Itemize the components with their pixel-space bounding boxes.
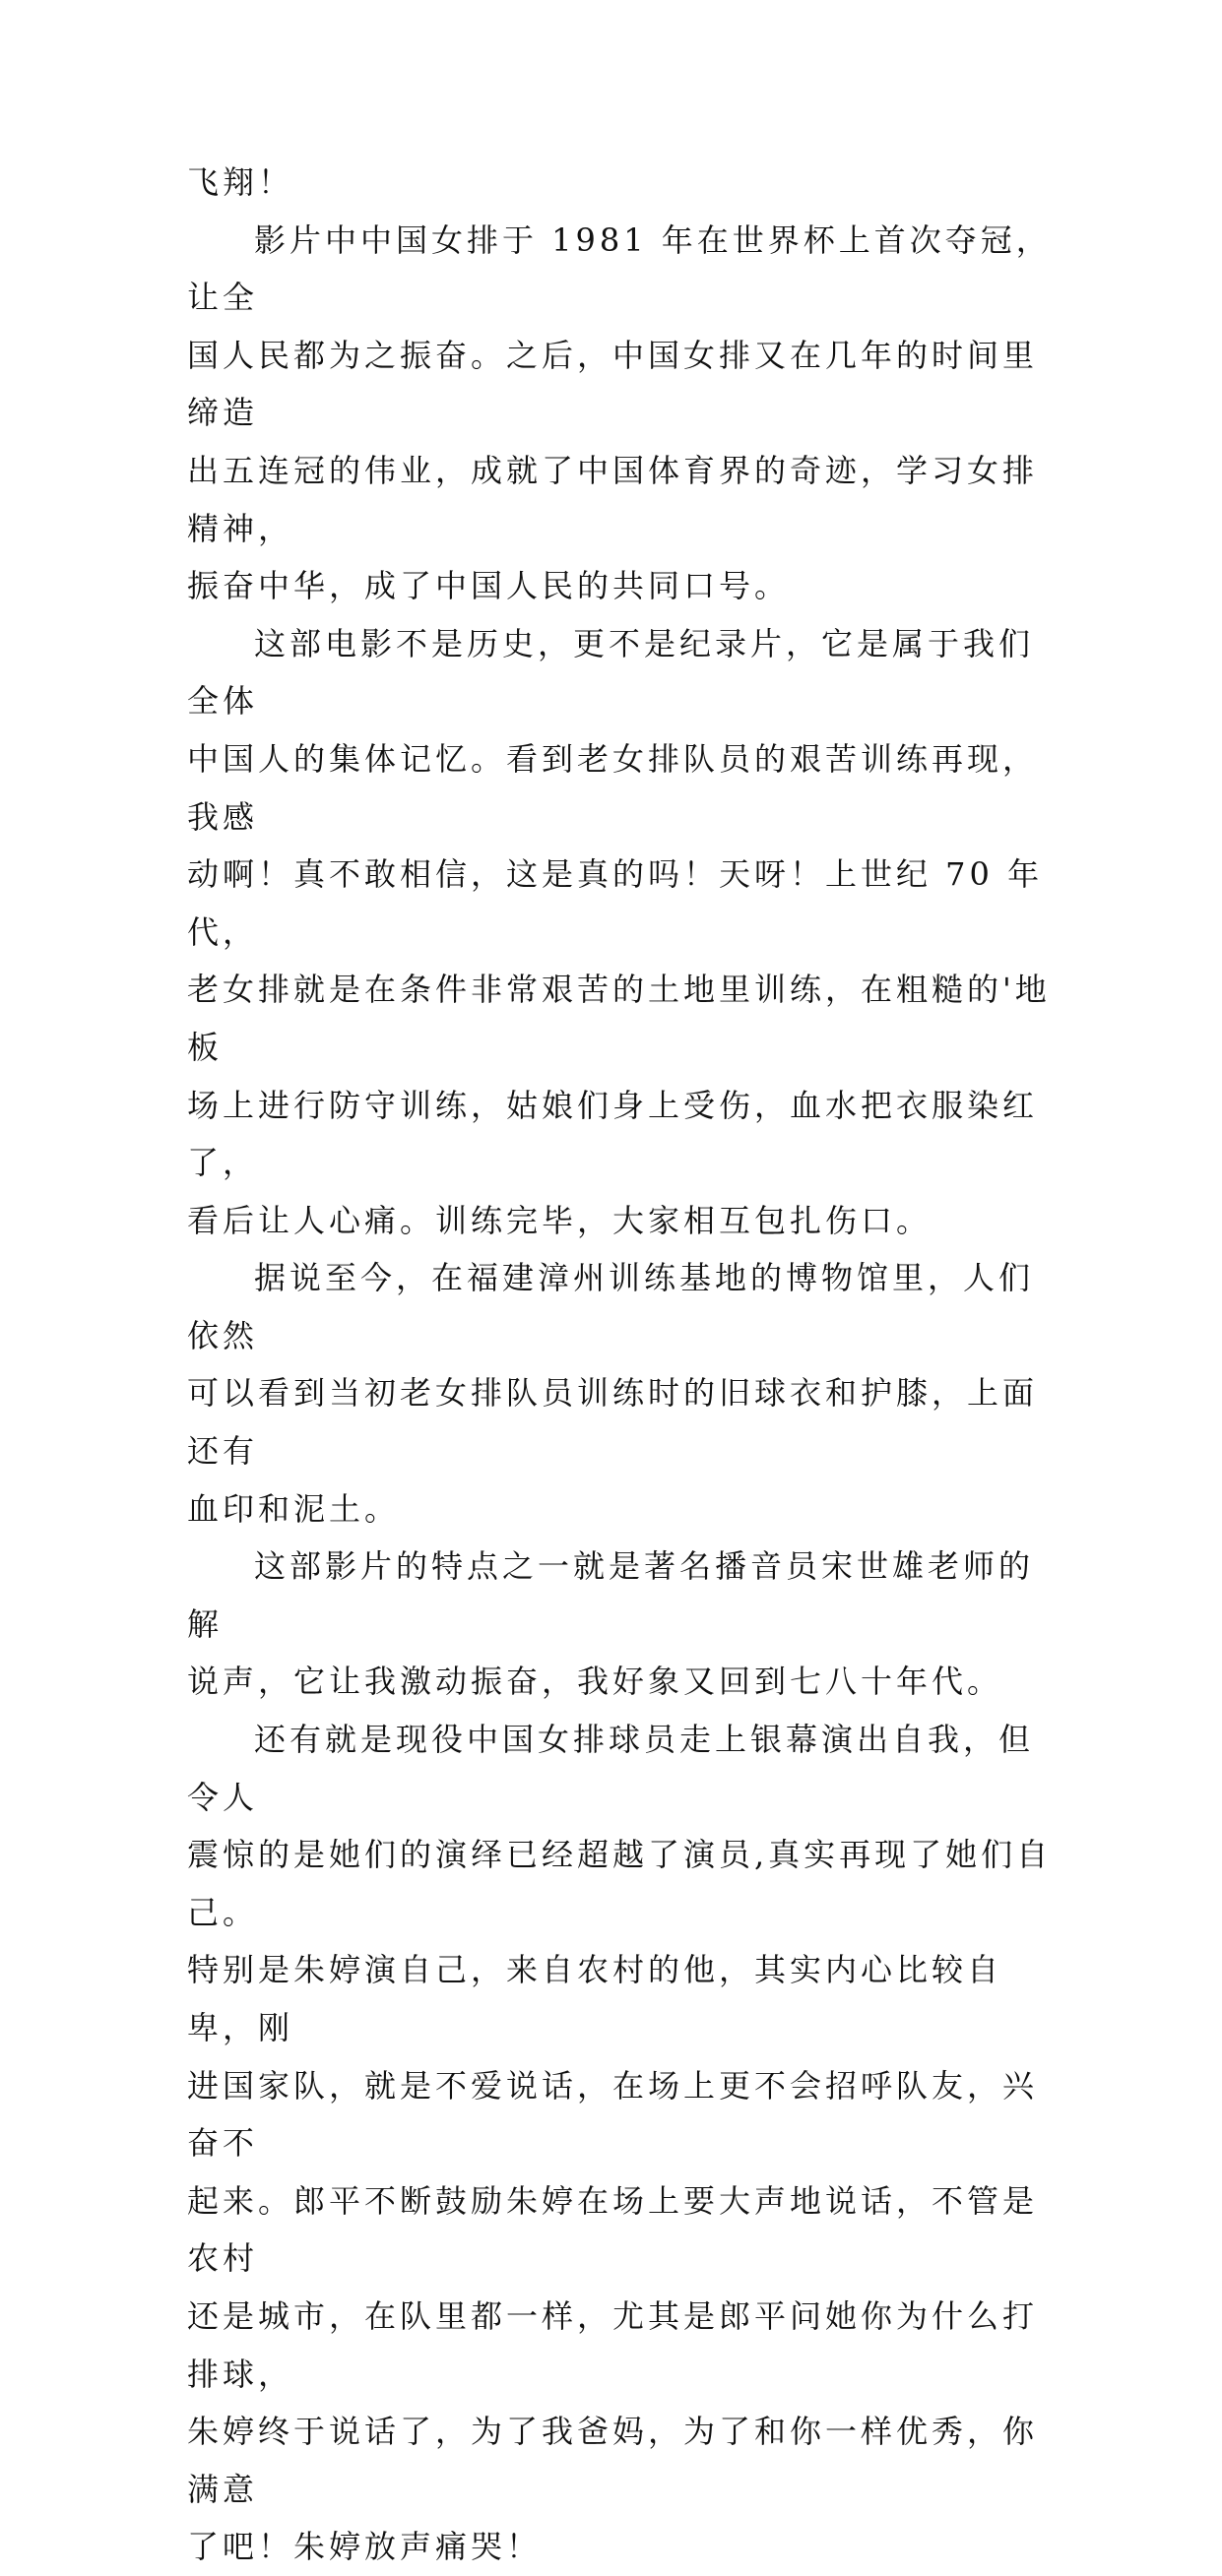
paragraph-current-players: 还有就是现役中国女排球员走上银幕演出自我，但令人 震惊的是她们的演绎已经超越了演员,真实再现了她们自己。 特别是朱婷演自己，来自农村的他，其实内心比较自卑，刚 进国家队，就是不爱说话，在场上更不会招呼队友，兴奋不 起来。郎平不断鼓励朱婷在场上要大声地说话，不管是农村 还是城市，在队里都一样，尤其是郎平问她你为什么打排球， 朱婷终于说话了，为了我爸妈，为了和你一样优秀，你满意 了吧！朱婷放声痛哭！: [187, 1721, 1053, 2566]
paragraph-continuation: 飞翔！: [187, 163, 294, 201]
paragraph-world-cup: 影片中中国女排于 1981 年在世界杯上首次夺冠，让全 国人民都为之振奋。之后，中国女排又在几年的时间里缔造 出五连冠的伟业，成就了中国体育界的奇迹，学习女排精神， 振奋中华，成了中国人民的共同口号。: [187, 220, 1052, 605]
document-body: [187, 154, 1054, 2576]
paragraph-museum: 据说至今，在福建漳州训练基地的博物馆里，人们依然 可以看到当初老女排队员训练时的旧球衣和护膝，上面还有 血印和泥土。: [187, 1259, 1039, 1528]
paragraph-commentator: 这部影片的特点之一就是著名播音员宋世雄老师的解 说声，它让我激动振奋，我好象又回到七八十年代。: [187, 1547, 1035, 1701]
paragraph-collective-memory: 这部电影不是历史，更不是纪录片，它是属于我们全体 中国人的集体记忆。看到老女排队员的艰苦训练再现，我感 动啊！真不敢相信，这是真的吗！天呀！上世纪 70 年代， 老女排就是在条件非常艰苦的土地里训练，在粗糙的'地板 场上进行防守训练，姑娘们身上受伤，血水把衣服染红了， 看后让人心痛。训练完毕，大家相互包扎伤口。: [187, 624, 1051, 1239]
